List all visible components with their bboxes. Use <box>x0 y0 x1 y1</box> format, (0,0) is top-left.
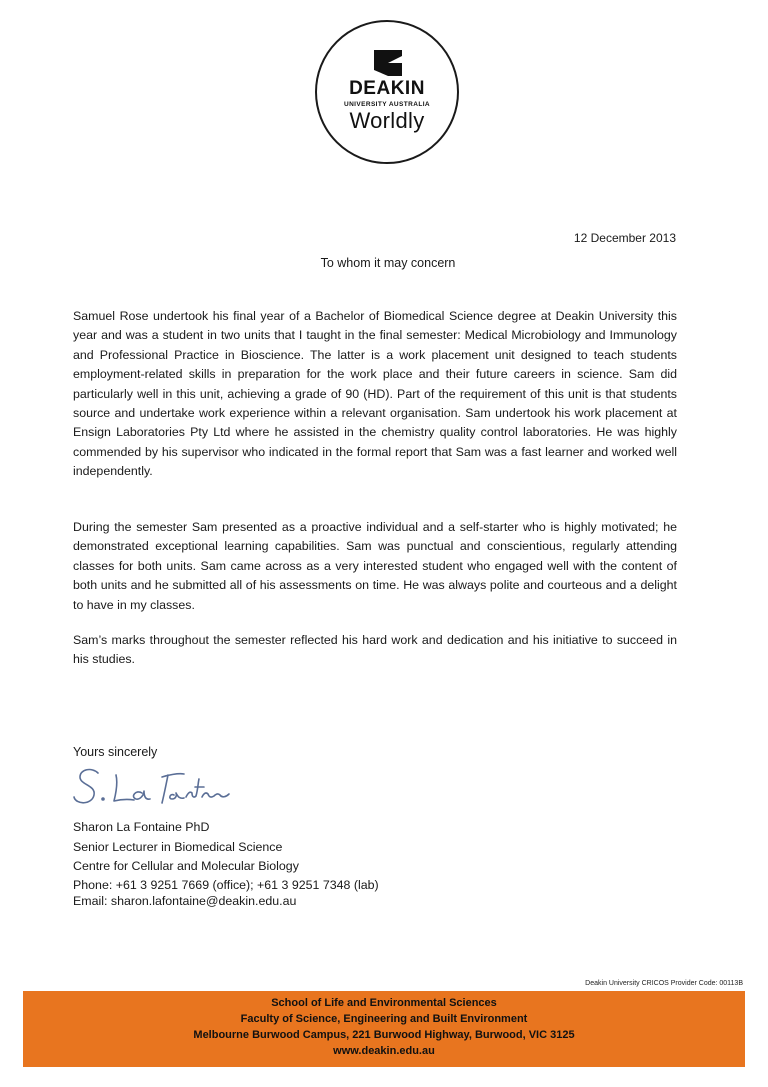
logo-tagline: Worldly <box>349 108 425 133</box>
logo-subtitle: UNIVERSITY AUSTRALIA <box>343 101 430 108</box>
signature <box>72 763 232 813</box>
signatory-email: Email: sharon.lafontaine@deakin.edu.au <box>73 893 297 908</box>
deakin-logo <box>315 20 459 164</box>
signatory-title: Senior Lecturer in Biomedical Science <box>73 839 283 854</box>
letter-date: 12 December 2013 <box>573 231 676 245</box>
footer-banner <box>23 991 745 1067</box>
footer-faculty: Faculty of Science, Engineering and Built Environment <box>240 1013 528 1025</box>
signatory-block <box>73 818 379 909</box>
footer-website: www.deakin.edu.au <box>333 1045 435 1057</box>
footer-campus: Melbourne Burwood Campus, 221 Burwood Highway, Burwood, VIC 3125 <box>193 1029 575 1041</box>
logo-name: DEAKIN <box>349 78 425 99</box>
paragraph-2: During the semester Sam presented as a proactive individual and a self-starter who is highly motivated; he demonstrated exceptional learning capabilities. Sam was punctual and conscientious, regularly attending classes for both units. Sam came across as a very interested student who engaged well with the content of both units and he submitted all of his assessments on time. He was always polite and courteous and a delight to have in my classes. <box>73 520 677 612</box>
cricos-code: Deakin University CRICOS Provider Code: 00113B <box>585 980 743 987</box>
deakin-emblem-icon <box>374 50 402 76</box>
signatory-phone: Phone: +61 3 9251 7669 (office); +61 3 9251 7348 (lab) <box>73 877 379 892</box>
footer-school: School of Life and Environmental Sciences <box>271 997 497 1009</box>
paragraph-3: Sam’s marks throughout the semester reflected his hard work and dedication and his initiative to succeed in his studies. <box>73 633 677 667</box>
signatory-name: Sharon La Fontaine PhD <box>73 820 210 834</box>
paragraph-1: Samuel Rose undertook his final year of a Bachelor of Biomedical Science degree at Deakin University this year and was a student in two units that I taught in the final semester: Medical Microbiology and Immunology and Professional Practice in Bioscience. The latter is a work placement unit designed to teach students employment-related skills in preparation for the work place and their future careers in science. Sam did particularly well in this unit, achieving a grade of 90 (HD). Part of the requirement of this unit is that students source and undertake work experience within a relevant organisation. Sam undertook his work placement at Ensign Laboratories Pty Ltd where he assisted in the chemistry quality control laboratories. He was highly commended by his supervisor who indicated in the formal report that Sam was a fast learner and worked well independently. <box>73 309 677 479</box>
salutation: To whom it may concern <box>320 256 456 270</box>
signatory-centre: Centre for Cellular and Molecular Biology <box>73 859 299 874</box>
closing: Yours sincerely <box>73 745 158 759</box>
